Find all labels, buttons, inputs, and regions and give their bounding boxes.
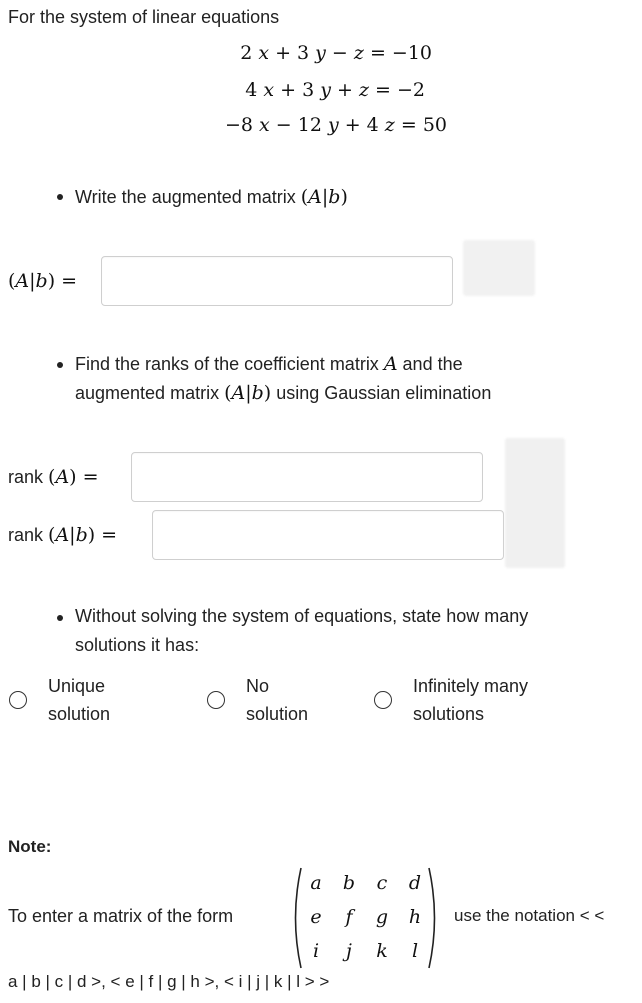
option-label[interactable]: [413, 672, 528, 728]
task2-text: Find the ranks of the coefficient matrix: [75, 354, 384, 374]
radio-no-solution[interactable]: [207, 691, 225, 709]
rank-ab-label: [8, 524, 117, 546]
left-paren-icon: [288, 866, 304, 970]
task2-math: 𝐴: [383, 353, 398, 375]
task2-instruction-line2: [75, 382, 491, 404]
radio-infinitely-many[interactable]: [374, 691, 392, 709]
note-notation: a | b | c | d >, < e | f | g | h >, < i | j | k | l > >: [8, 972, 330, 991]
equation-1: 2 𝑥 + 3 𝑦 − 𝑧 = −10: [240, 42, 432, 64]
intro-text: For the system of linear equations: [8, 7, 280, 27]
matrix-cell: b: [342, 872, 356, 894]
task2-text: augmented matrix: [75, 383, 225, 403]
right-paren-icon: [426, 866, 442, 970]
matrix-cell: e: [310, 906, 322, 928]
equation-2: 4 𝑥 + 3 𝑦 + 𝑧 = −2: [245, 79, 425, 101]
task2-text: using Gaussian elimination: [271, 383, 492, 403]
matrix-cell: i: [312, 940, 320, 962]
note-title: Note:: [8, 837, 52, 856]
matrix-cell: j: [346, 940, 352, 962]
matrix-cell: k: [376, 940, 388, 962]
task1-instruction: [75, 186, 348, 208]
task3-instruction-line2: solutions it has:: [75, 635, 200, 655]
matrix-cell: a: [310, 872, 322, 894]
matrix-cell: d: [408, 872, 422, 894]
equation-3: −8 𝑥 − 12 𝑦 + 4 𝑧 = 50: [224, 114, 447, 136]
option-label-line1: No: [246, 676, 270, 696]
matrix-cell: f: [345, 906, 353, 928]
faded-artifact: [463, 240, 535, 296]
task1-math: (𝐴|𝑏): [300, 186, 348, 208]
radio-unique-solution[interactable]: [9, 691, 27, 709]
matrix-cell: l: [411, 940, 419, 962]
rank-a-label-math: (𝐴) =: [48, 466, 99, 488]
task2-text: and the: [397, 354, 463, 374]
augmented-matrix-label: (𝐴|𝑏) =: [8, 270, 78, 292]
note-text-after: use the notation < <: [454, 906, 605, 925]
faded-artifact: [505, 438, 565, 568]
option-label-line2: solution: [48, 704, 111, 724]
bullet-icon: [57, 362, 63, 368]
option-label[interactable]: [48, 672, 110, 728]
task2-instruction-line1: [75, 353, 463, 375]
rank-a-input[interactable]: [131, 452, 483, 502]
rank-ab-label-math: (𝐴|𝑏) =: [48, 524, 118, 546]
augmented-matrix-input[interactable]: [101, 256, 453, 306]
option-label-line1: Unique: [48, 676, 106, 696]
option-label-line1: Infinitely many: [413, 676, 529, 696]
bullet-icon: [57, 194, 63, 200]
matrix-cell: c: [376, 872, 388, 894]
option-label[interactable]: [246, 672, 308, 728]
task3-instruction-line1: Without solving the system of equations, state how many: [75, 606, 529, 626]
note-text-before: To enter a matrix of the form: [8, 906, 234, 926]
bullet-icon: [57, 615, 63, 621]
rank-a-label-text: rank: [8, 467, 49, 487]
rank-a-label: [8, 466, 99, 488]
rank-ab-label-text: rank: [8, 525, 49, 545]
task2-math: (𝐴|𝑏): [224, 382, 272, 404]
rank-ab-input[interactable]: [152, 510, 504, 560]
matrix-cell: g: [375, 906, 389, 928]
option-label-line2: solution: [246, 704, 309, 724]
option-label-line2: solutions: [413, 704, 485, 724]
task1-text: Write the augmented matrix: [75, 187, 301, 207]
matrix-cell: h: [408, 906, 422, 928]
